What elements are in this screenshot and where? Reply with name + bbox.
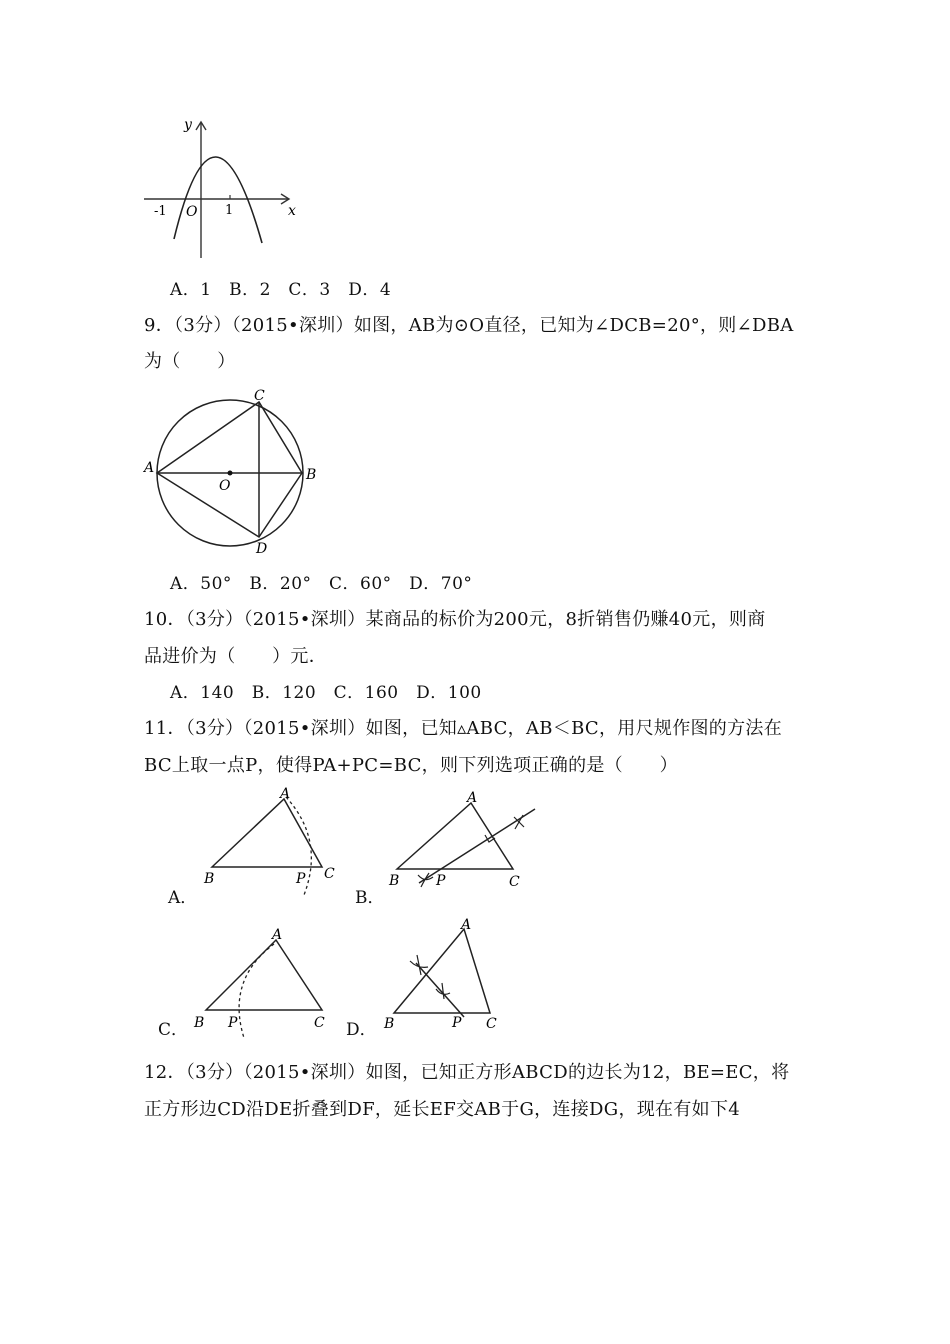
label-b: B <box>204 871 215 887</box>
label-d: D <box>256 541 268 557</box>
q10-stem-line1: 10．（3分）（2015•深圳）某商品的标价为200元，8折销售仍赚40元，则商 <box>144 609 766 630</box>
q11-stem-line2: BC上取一点P，使得PA+PC=BC，则下列选项正确的是（ ） <box>144 755 678 776</box>
q8-options: A．1 B．2 C．3 D．4 <box>170 280 392 300</box>
q11-option-b-label: B． <box>355 888 385 908</box>
label-b: B <box>384 1016 395 1032</box>
q11-figure-a <box>200 785 350 900</box>
label-b: B <box>194 1015 205 1031</box>
label-c: C <box>486 1016 497 1032</box>
q10-stem-line2: 品进价为（ ）元． <box>144 646 327 667</box>
y-axis-label: y <box>184 117 192 133</box>
q11-figure-b <box>385 785 545 900</box>
q11-figure-d <box>380 915 530 1045</box>
triangle-abc <box>212 799 322 867</box>
q9-options: A．50° B．20° C．60° D．70° <box>170 574 473 594</box>
q11-option-a-label: A． <box>168 888 198 908</box>
label-b: B <box>389 873 400 889</box>
label-c: C <box>324 866 335 882</box>
label-p: P <box>296 871 306 887</box>
label-c: C <box>314 1015 325 1031</box>
q12-stem-line2: 正方形边CD沿DE折叠到DF，延长EF交AB于G，连接DG，现在有如下4 <box>144 1099 740 1120</box>
q9-stem-line1: 9．（3分）（2015•深圳）如图，AB为⊙O直径，已知为∠DCB=20°，则∠DBA <box>144 315 794 336</box>
label-b: B <box>306 467 317 483</box>
triangle-abc <box>206 940 322 1010</box>
q11-option-c-label: C． <box>158 1020 189 1040</box>
q11-option-d-label: D． <box>346 1020 377 1040</box>
neg-one-label: -1 <box>154 204 167 219</box>
q8-parabola-graph <box>138 115 308 265</box>
q11-stem-line1: 11．（3分）（2015•深圳）如图，已知▵ABC，AB＜BC，用尺规作图的方法在 <box>144 718 783 739</box>
one-label: 1 <box>225 203 234 218</box>
origin-label: O <box>186 204 198 220</box>
q12-stem-line1: 12．（3分）（2015•深圳）如图，已知正方形ABCD的边长为12，BE=EC，将 <box>144 1062 790 1083</box>
perpendicular-bisector <box>416 963 464 1017</box>
parabola-curve <box>174 157 262 243</box>
triangle-abc <box>397 803 513 869</box>
q9-circle-figure <box>138 385 328 560</box>
label-p: P <box>436 873 446 889</box>
label-a: A <box>144 460 155 476</box>
label-a: A <box>461 917 472 933</box>
label-c: C <box>254 388 265 404</box>
label-p: P <box>452 1015 462 1031</box>
arc-mark-bottom <box>436 983 450 999</box>
arc-mark-top <box>410 955 428 975</box>
label-a: A <box>280 786 291 802</box>
label-c: C <box>509 874 520 890</box>
q10-options: A．140 B．120 C．160 D．100 <box>170 683 482 703</box>
quadrilateral-acbd <box>157 402 302 537</box>
label-a: A <box>467 790 478 806</box>
triangle-abc <box>394 929 490 1013</box>
label-p: P <box>228 1015 238 1031</box>
compass-arc <box>239 944 274 1038</box>
x-axis-label: x <box>288 203 296 219</box>
label-a: A <box>272 927 283 943</box>
center-point <box>228 471 233 476</box>
label-o: O <box>219 478 231 494</box>
q9-stem-line2: 为（ ） <box>144 351 236 372</box>
q11-figure-c <box>190 920 340 1040</box>
